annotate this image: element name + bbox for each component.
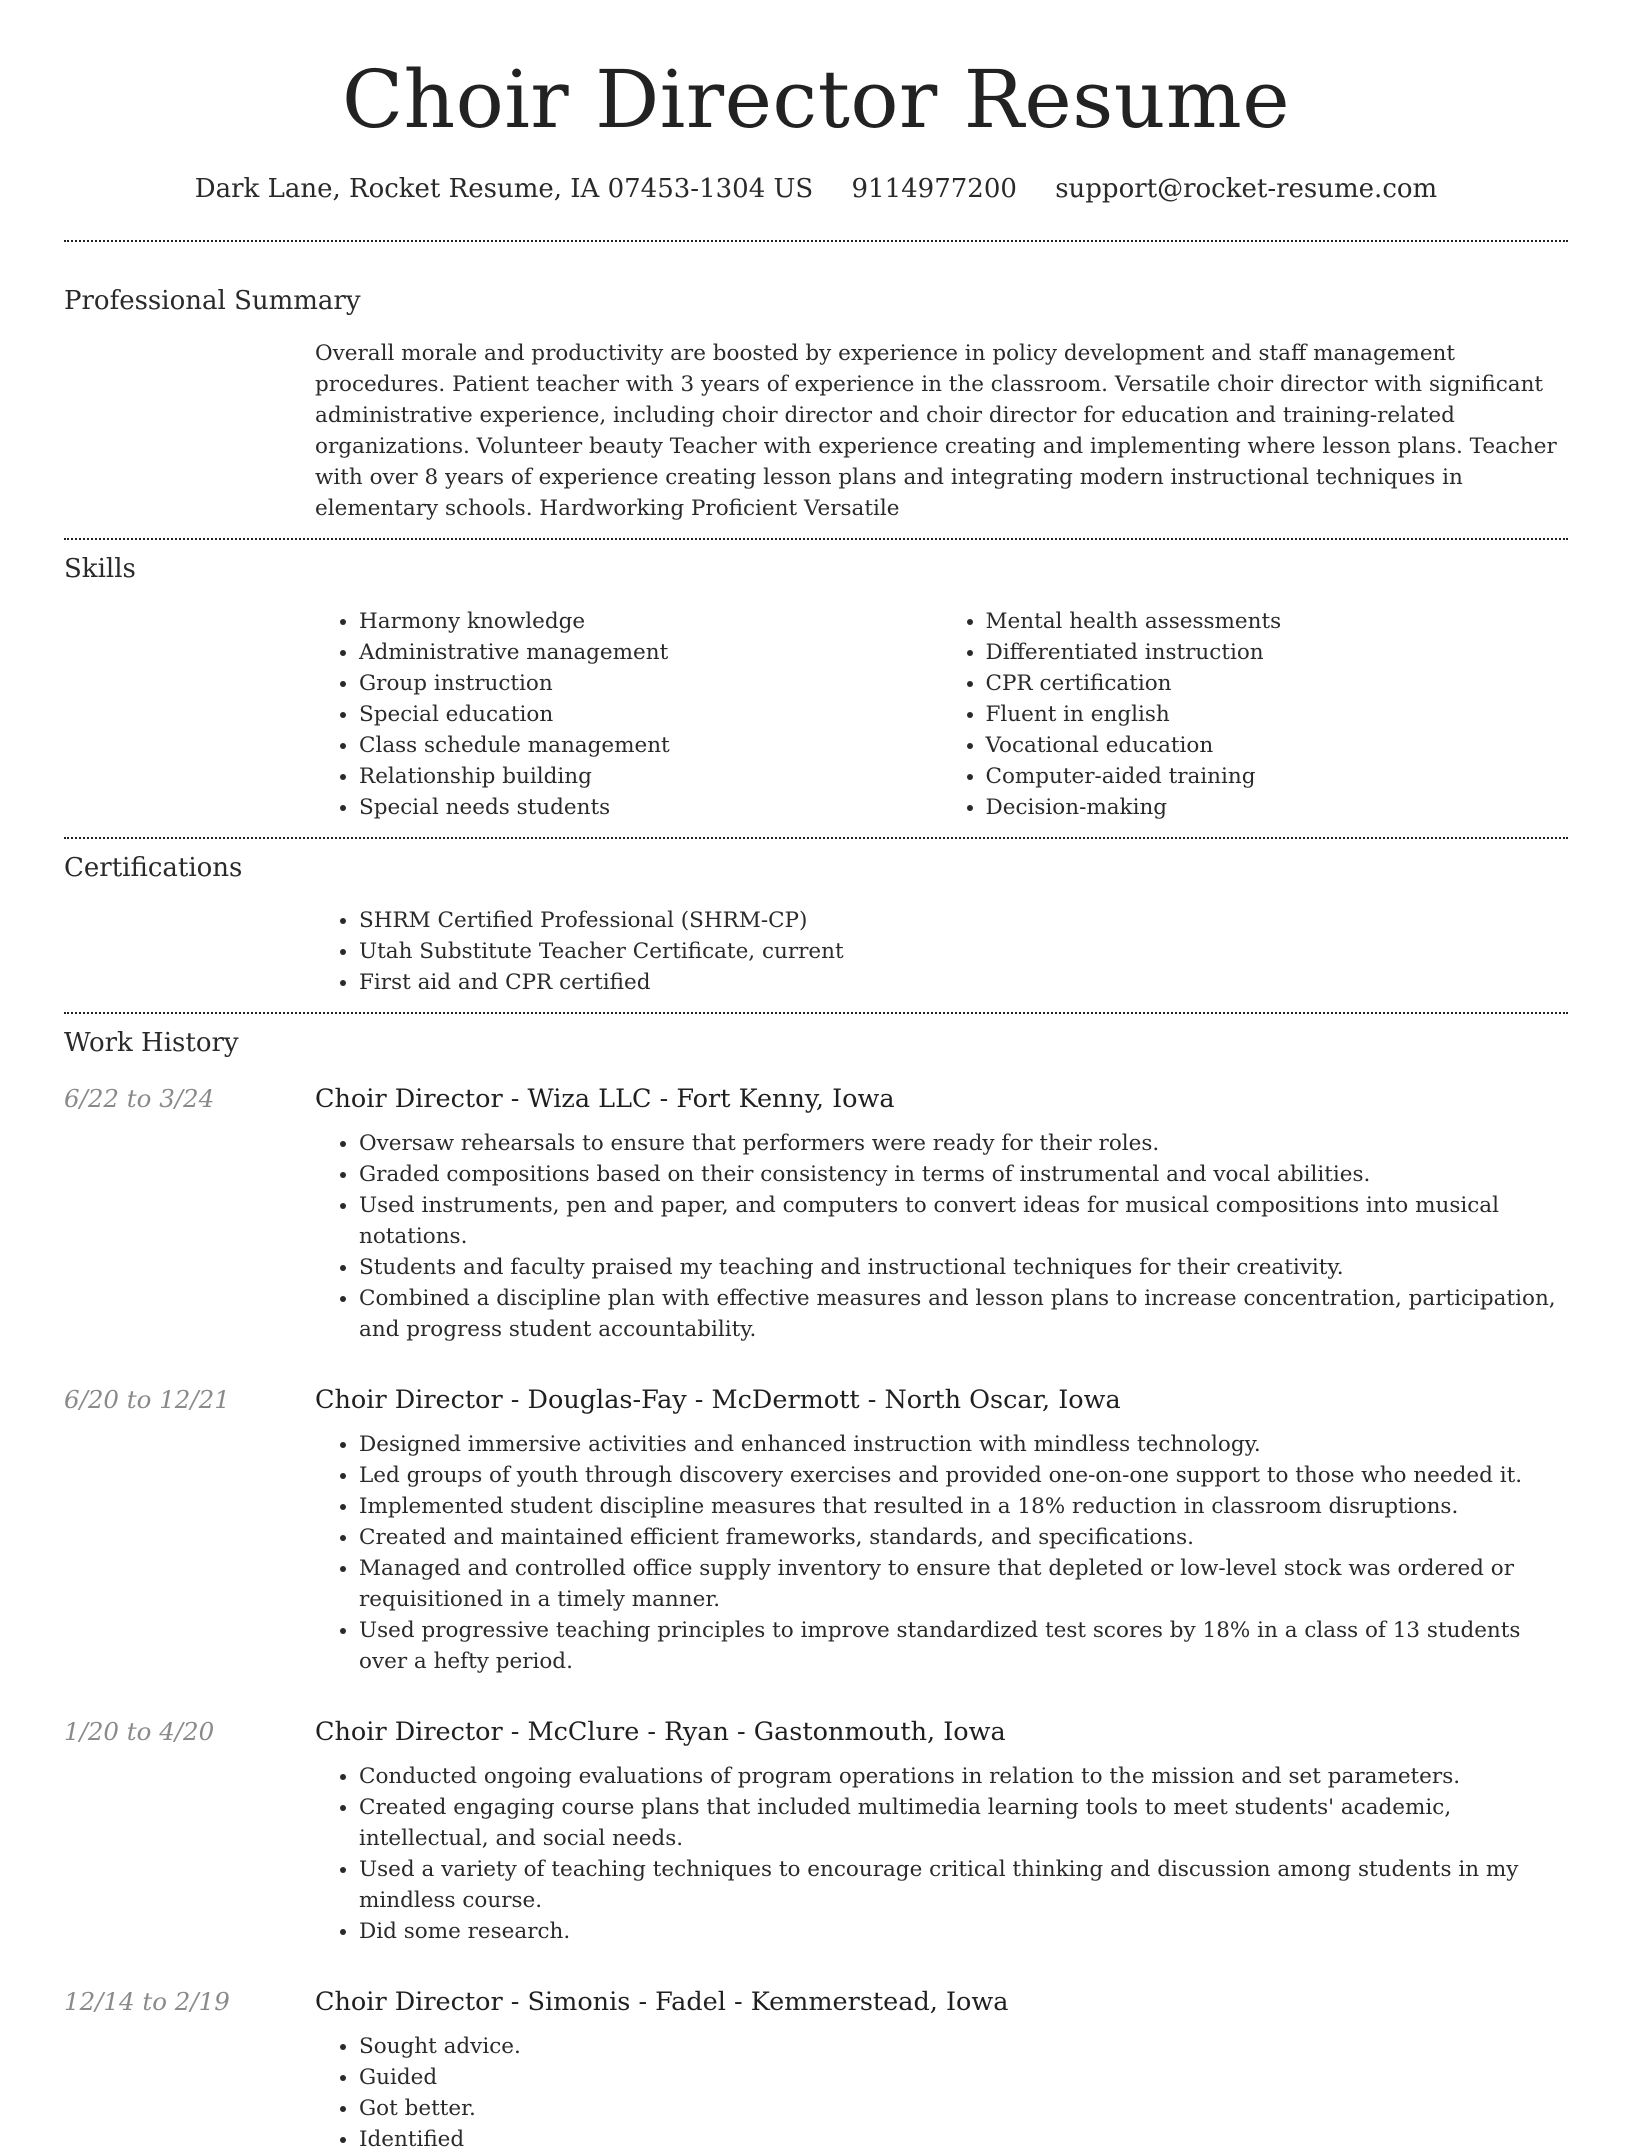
job-bullet: • Designed immersive activities and enhanced instruction with mindless technology. (359, 1429, 1568, 1460)
job-bullet: • Did some research. (359, 1916, 1568, 1947)
job-bullets (315, 1761, 1568, 1947)
job-entry (64, 1383, 1568, 1677)
certification-item: • SHRM Certified Professional (SHRM-CP) (359, 905, 1568, 936)
skill-item: • Special needs students (359, 792, 942, 823)
job-dates: 6/20 to 12/21 (64, 1385, 230, 1414)
job-title: Choir Director - McClure - Ryan - Gastonmouth, Iowa (315, 1717, 1006, 1747)
job-entry (64, 1985, 1568, 2155)
contact-line (64, 172, 1568, 206)
job-bullet: • Led groups of youth through discovery exercises and provided one-on-one support to those who needed it. (359, 1460, 1568, 1491)
job-bullets (315, 1128, 1568, 1345)
skill-item: • Special education (359, 699, 942, 730)
section-title-certifications: Certifications (64, 853, 243, 883)
job-bullets (315, 2031, 1568, 2155)
job-bullets (315, 1429, 1568, 1677)
contact-address: Dark Lane, Rocket Resume, IA 07453-1304 US (194, 174, 814, 204)
job-details (315, 2031, 1568, 2155)
job-title: Choir Director - Simonis - Fadel - Kemmerstead, Iowa (315, 1987, 1009, 2017)
skill-item: • Decision-making (986, 792, 1569, 823)
contact-email: support@rocket-resume.com (1055, 174, 1438, 204)
skill-item: • Fluent in english (986, 699, 1569, 730)
job-details (315, 1761, 1568, 1947)
job-bullet: • Guided (359, 2062, 1568, 2093)
job-title: Choir Director - Douglas-Fay - McDermott - North Oscar, Iowa (315, 1385, 1121, 1415)
skill-item: • Class schedule management (359, 730, 942, 761)
job-bullet: • Created engaging course plans that included multimedia learning tools to meet students' academic, intellectual, and social needs. (359, 1792, 1568, 1854)
job-bullet: • Used instruments, pen and paper, and computers to convert ideas for musical compositions into musical notations. (359, 1190, 1568, 1252)
job-details (315, 1128, 1568, 1345)
certification-item: • Utah Substitute Teacher Certificate, current (359, 936, 1568, 967)
job-details (315, 1429, 1568, 1677)
section-title-summary: Professional Summary (64, 286, 361, 316)
job-bullet: • Oversaw rehearsals to ensure that performers were ready for their roles. (359, 1128, 1568, 1159)
resume-title: Choir Director Resume (341, 53, 1291, 146)
resume-page (64, 0, 1568, 2155)
professional-summary-section (64, 242, 1568, 538)
job-bullet: • Got better. (359, 2093, 1568, 2124)
skill-item: • Mental health assessments (986, 606, 1569, 637)
skill-item: • Administrative management (359, 637, 942, 668)
contact-phone: 9114977200 (851, 174, 1017, 204)
certifications-content (315, 905, 1568, 1012)
job-bullet: • Used a variety of teaching techniques to encourage critical thinking and discussion among students in my mindless course. (359, 1854, 1568, 1916)
skills-columns (315, 606, 1568, 837)
job-bullet: • Used progressive teaching principles to improve standardized test scores by 18% in a class of 13 students over a hefty period. (359, 1615, 1568, 1677)
skill-item: • Vocational education (986, 730, 1569, 761)
job-bullet: • Implemented student discipline measures that resulted in a 18% reduction in classroom disruptions. (359, 1491, 1568, 1522)
job-bullet: • Conducted ongoing evaluations of program operations in relation to the mission and set parameters. (359, 1761, 1568, 1792)
section-title-work-history: Work History (64, 1028, 239, 1058)
skills-section (64, 540, 1568, 837)
skill-item: • Differentiated instruction (986, 637, 1569, 668)
job-bullet: • Created and maintained efficient frameworks, standards, and specifications. (359, 1522, 1568, 1553)
job-bullet: • Combined a discipline plan with effective measures and lesson plans to increase concentration, participation, and progress student accountability. (359, 1283, 1568, 1345)
job-dates: 1/20 to 4/20 (64, 1717, 215, 1746)
skill-item: • Relationship building (359, 761, 942, 792)
skill-item: • Group instruction (359, 668, 942, 699)
summary-text: Overall morale and productivity are boosted by experience in policy development and staff management procedures. Patient teacher with 3 years of experience in the classroom. Versatile choir director with significant administrative experience, including choir director and choir director for education and training-related organizations. Volunteer beauty Teacher with experience creating and implementing where lesson plans. Teacher with over 8 years of experience creating lesson plans and integrating modern instructional techniques in elementary schools. Hardworking Proficient Versatile (315, 341, 1557, 521)
skills-list-left (315, 606, 942, 823)
skills-list-right (942, 606, 1569, 823)
skill-item: • Computer-aided training (986, 761, 1569, 792)
job-title: Choir Director - Wiza LLC - Fort Kenny, Iowa (315, 1084, 895, 1114)
skill-item: • Harmony knowledge (359, 606, 942, 637)
job-bullet: • Identified (359, 2124, 1568, 2155)
certifications-section (64, 839, 1568, 1012)
job-dates: 12/14 to 2/19 (64, 1987, 230, 2016)
job-dates: 6/22 to 3/24 (64, 1084, 215, 1113)
job-bullet: • Students and faculty praised my teaching and instructional techniques for their creativity. (359, 1252, 1568, 1283)
job-bullet: • Sought advice. (359, 2031, 1568, 2062)
work-history-section (64, 1014, 1568, 2155)
job-entry (64, 1715, 1568, 1947)
job-bullet: • Graded compositions based on their consistency in terms of instrumental and vocal abilities. (359, 1159, 1568, 1190)
job-bullet: • Managed and controlled office supply inventory to ensure that depleted or low-level stock was ordered or requisitioned in a timely manner. (359, 1553, 1568, 1615)
certification-item: • First aid and CPR certified (359, 967, 1568, 998)
certifications-list (315, 905, 1568, 998)
job-entry (64, 1082, 1568, 1345)
skill-item: • CPR certification (986, 668, 1569, 699)
section-title-skills: Skills (64, 554, 136, 584)
